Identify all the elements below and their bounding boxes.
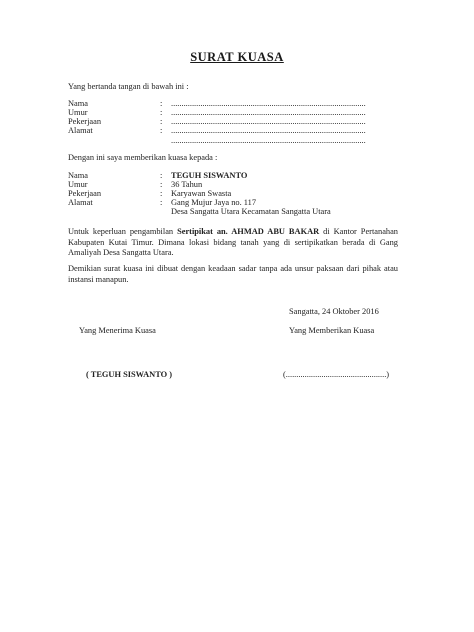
field-label: Alamat — [68, 126, 93, 135]
field-value: ............................................................................................. — [171, 126, 366, 135]
field-value: Gang Mujur Jaya no. 117 — [171, 198, 257, 207]
field-colon: : — [160, 99, 163, 108]
letter-title: SURAT KUASA — [190, 50, 284, 64]
field-label: Nama — [68, 99, 88, 108]
field-colon: : — [160, 108, 163, 117]
purpose-text-1: Untuk keperluan pengambilan — [68, 227, 178, 236]
field-label: Pekerjaan — [68, 117, 102, 126]
purpose-text-2: di Kantor Pertanahan Kabupaten Kutai Timur. Dimana lokasi bidang tanah yang di sertipikatkan berada di Gang Amaliyah Desa Sangatta Utara. — [68, 227, 398, 257]
field-value: Desa Sangatta Utara Kecamatan Sangatta Utara — [171, 207, 331, 216]
field-value: ............................................................................................. — [171, 99, 366, 108]
place-date: Sangatta, 24 Oktober 2016 — [289, 307, 379, 316]
field-value: ............................................................................................. — [171, 136, 366, 145]
intro-text: Yang bertanda tangan di bawah ini : — [68, 82, 189, 91]
field-colon: : — [160, 117, 163, 126]
field-label: Umur — [68, 108, 88, 117]
purpose-paragraph — [68, 227, 398, 259]
receiver-label: Yang Menerima Kuasa — [79, 326, 156, 335]
field-value: TEGUH SISWANTO — [171, 171, 248, 180]
giver-label: Yang Memberikan Kuasa — [289, 326, 375, 335]
giver-name: (................................................) — [283, 370, 390, 379]
certificate-owner: Sertipikat an. AHMAD ABU BAKAR — [177, 227, 320, 236]
field-label: Umur — [68, 180, 88, 189]
field-value: 36 Tahun — [171, 180, 203, 189]
field-colon: : — [160, 171, 163, 180]
field-label: Alamat — [68, 198, 93, 207]
field-colon: : — [160, 126, 163, 135]
field-colon: : — [160, 180, 163, 189]
field-value: ............................................................................................. — [171, 117, 366, 126]
closing-paragraph: Demikian surat kuasa ini dibuat dengan keadaan sadar tanpa ada unsur paksaan dari pihak atau instansi manapun. — [68, 264, 398, 284]
field-colon: : — [160, 189, 163, 198]
grant-text: Dengan ini saya memberikan kuasa kepada : — [68, 153, 218, 162]
field-colon: : — [160, 198, 163, 207]
field-label: Nama — [68, 171, 88, 180]
field-value: Karyawan Swasta — [171, 189, 232, 198]
field-label: Pekerjaan — [68, 189, 102, 198]
field-value: ............................................................................................. — [171, 108, 366, 117]
receiver-name: ( TEGUH SISWANTO ) — [86, 370, 173, 379]
